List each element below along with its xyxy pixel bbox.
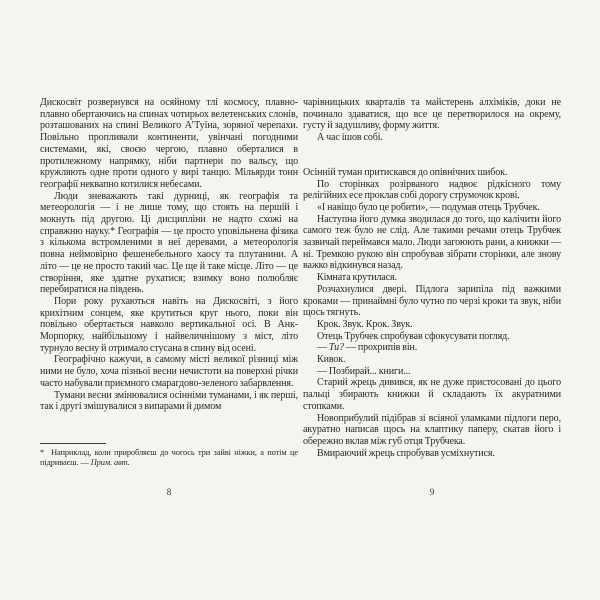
text-run: Крок. Звук. Крок. Звук. [317, 318, 413, 330]
paragraph [303, 132, 561, 144]
paragraph [303, 342, 561, 354]
paragraph [40, 354, 298, 389]
text-run: Дискосвіт розвернувся на осяйному тлі космосу, плавно-плавно обертаючись на спинах чотирьох велетенських слонів, розташованих на спині Великого А’Туїна, зоряної черепахи. Повільно пропливали континенти, увінчані погодними системами, які, своєю чергою, плавно оберталися в протилежному напрямку, ніби партнери по вальсу, що кружляють одне проти одного у вирі танцю. Мільярди тонн географії неквапно котилися небесами. [40, 97, 298, 190]
text-run: — [317, 342, 329, 354]
footnote [40, 443, 298, 468]
text-run: — Позбирай... книги... [317, 365, 411, 377]
footnote-text [40, 448, 298, 468]
text-run: — прохрипів він. [343, 342, 418, 354]
paragraph [303, 179, 561, 202]
paragraph [40, 296, 298, 355]
paragraph [303, 284, 561, 319]
text-run: «І навіщо було це робити», — подумав отець Трубчек. [317, 201, 540, 213]
page-right-text-column[interactable] [303, 97, 561, 459]
page-left-text-column[interactable] [40, 97, 298, 413]
text-run: А час ішов собі. [317, 132, 383, 144]
paragraph [303, 354, 561, 366]
text-run: Вмираючий жрець спробував усміхнутися. [317, 447, 495, 459]
text-run: Старий жрець дивився, як не дуже пристосовані до цього пальці збирають книжки й складають їх акуратними стопками. [303, 377, 561, 412]
paragraph [303, 448, 561, 460]
text-run: Кімната крутилася. [317, 272, 397, 284]
text-run: Новоприбулий підібрав зі всіяної уламками підлоги перо, акуратно написав щось на клаптику паперу, скатав його і обережно вклав між губ отця Трубчека. [303, 412, 561, 447]
page-number-left: 8 [166, 487, 172, 497]
paragraph [40, 97, 298, 191]
footnote-rule [40, 443, 106, 444]
paragraph [303, 413, 561, 448]
paragraph [303, 272, 561, 284]
text-run: Наприклад, коли приробляєш до чогось три зайві ніжки, а потім це підриваєш. — [40, 448, 298, 468]
paragraph [40, 191, 298, 296]
text-run: Тумани весни змінювалися осінніми туманами, і як перші, так і другі змішувалися з випарами й димом [40, 389, 298, 413]
text-run: Отець Трубчек спробував сфокусувати погляд. [317, 330, 510, 342]
page-number-right: 9 [429, 487, 435, 497]
text-run: чарівницьких кварталів та майстерень алхіміків, доки не починало здаватися, що все це перетворилося на окрему, густу й задушливу, форму життя. [303, 97, 561, 132]
text-run: Розчахнулися двері. Підлога зарипіла під важкими кроками — принаймні було чутно по черзі кроки та звук, ніби щось тягнуть. [303, 283, 561, 319]
text-run: По сторінках розірваного надвоє рідкісного тому релігійних есе проклав собі дорогу струмочок крові. [303, 178, 561, 202]
text-run: Наступна його думка зводилася до того, що калічити його самого теж було не слід. Але такими речами отець Трубчек зазвичай переймався мало. Люди загоюють рани, а книжки — ні. Тремкою рукою він спробував зібрати сторінки, але знову важко відкинувся назад. [303, 213, 561, 272]
paragraph [303, 214, 561, 273]
text-run: Ти? [328, 342, 344, 354]
paragraph [303, 331, 561, 343]
text-run: Осінній туман притискався до опівнічних шибок. [303, 166, 508, 178]
paragraph [303, 202, 561, 214]
footnote-marker: * [40, 448, 45, 457]
paragraph [303, 366, 561, 378]
text-run: Прим. авт. [90, 458, 130, 468]
text-run: Люди зневажають такі дурниці, як географія та метеорологія — і не лише тому, що стоять на першій і мокнуть під другою. Ці дисципліни не надто схожі на справжню науку.* Географія — це просто уповільнена фізика з кількома встромленими в неї деревами, а метеорологія повна неймовірно фешенебельного хаосу та плутанини. А літо — це не просто такий час. Це ще й таке місце. Літо — це створіння, яке здатне рухатися; взимку воно полюбляє перебиратися на південь. [40, 190, 298, 296]
text-run: Географічно кажучи, в самому місті великої різниці між ними не було, хоча пізньої весни нечистоти на поверхні річки часто набували приємного смарагдово-зеленого забарвлення. [40, 354, 298, 389]
text-run: Пори року рухаються навіть на Дискосвіті, з його крихітним сонцем, яке крутиться круг нього, поки він повільно обертається навколо вертикальної осі. В Анк-Морпорку, найбільшому і найвеличнішому з міст, літо турнуло весну й отримало стусана в спину від осені. [40, 295, 298, 354]
paragraph [303, 167, 561, 179]
paragraph [303, 97, 561, 132]
text-run: Кивок. [317, 354, 346, 366]
paragraph [303, 319, 561, 331]
paragraph [303, 377, 561, 412]
paragraph [40, 390, 298, 413]
